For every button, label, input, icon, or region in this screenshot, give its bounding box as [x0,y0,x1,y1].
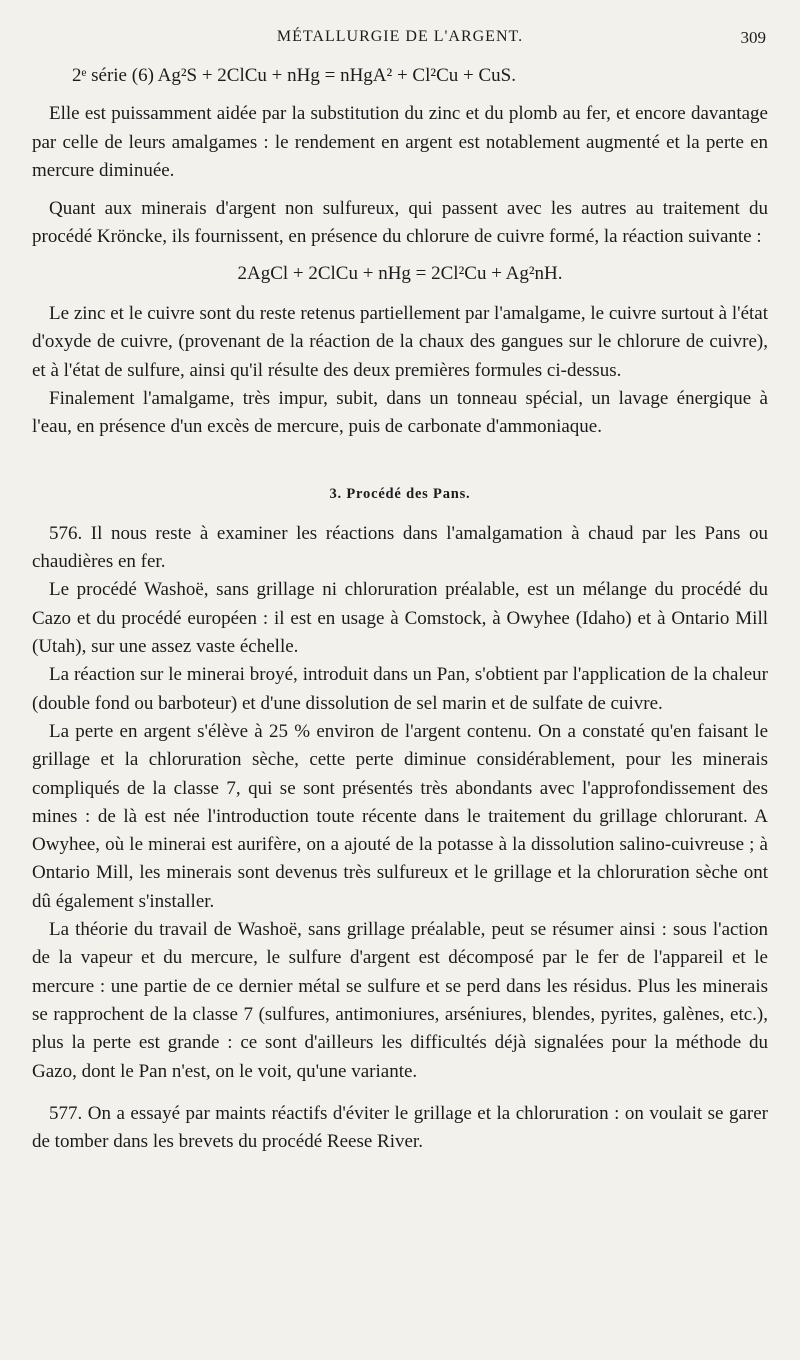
paragraph-washoe-process: Le procédé Washoë, sans grillage ni chloruration préalable, est un mélange du procédé du Cazo et du procédé européen : il est en usage à Comstock, à Owyhee (Idaho) et à Ontario Mill (Utah), sur une assez vaste échelle. [32,579,768,658]
running-head [0,28,800,52]
page-body [32,62,768,1156]
paragraph-silver-loss: La perte en argent s'élève à 25 % environ de l'argent contenu. On a constaté qu'en faisant le grillage et la chloruration sèche, cette perte diminue considérablement, pour les minerais compliqués de la classe 7, qui se sont présentés très abondants avec l'approfondissement des mines : de là est née l'introduction toute récente dans le traitement du grillage chlorurant. A Owyhee, où le minerai est aurifère, on a ajouté de la potasse à la dissolution salino-cuivreuse ; à Ontario Mill, les minerais sont devenus très sulfureux et le grillage et la chloruration sèche ont dû également s'installer. [32,720,768,912]
section-heading: 3. Procédé des Pans. [329,485,471,502]
paragraph-reaction-pan: La réaction sur le minerai broyé, introduit dans un Pan, s'obtient par l'application de la chaleur (double fond ou barboteur) et d'une dissolution de sel marin et de sulfate de cuivre. [32,664,768,714]
paragraph-577: 577. On a essayé par maints réactifs d'éviter le grillage et la chloruration : on voulait se garer de tomber dans les brevets du procédé Reese River. [32,1102,768,1153]
running-title: MÉTALLURGIE DE L'ARGENT. [276,28,524,45]
formula-silver-chloride: 2AgCl + 2ClCu + nHg = 2Cl²Cu + Ag²nH. [237,262,563,284]
paragraph-washoe-theory: La théorie du travail de Washoë, sans grillage préalable, peut se résumer ainsi : sous l'action de la vapeur et du mercure, le sulfure d'argent est décomposé par le fer de l'appareil et le mercure : une partie de ce dernier métal se sulfure et se perd dans les résidus. Plus les minerais se rapprochent de la classe 7 (sulfures, antimoniures, arséniures, blendes, pyrites, galènes, etc.), plus la perte est grande : ce sont d'ailleurs les difficultés déjà signalées pour la méthode du Gazo, dont le Pan n'est, on le voit, qu'une variante. [32,919,768,1082]
formula-silver-sulfide: 2ᵉ série (6) Ag²S + 2ClCu + nHg = nHgA² + Cl²Cu + CuS. [72,65,516,86]
paragraph-non-sulfurous: Quant aux minerais d'argent non sulfureux, qui passent avec les autres au traitement du procédé Kröncke, ils fournissent, en présence du chlorure de cuivre formé, la réaction suivante : [32,198,768,248]
page-number: 309 [740,28,766,47]
paragraph-zinc-copper: Le zinc et le cuivre sont du reste retenus partiellement par l'amalgame, le cuivre surtout à l'état d'oxyde de cuivre, (provenant de la réaction de la chaux des gangues sur le chlorure de cuivre), et à l'état de sulfure, ainsi qu'il résulte des deux premières formules ci-dessus. [32,303,768,381]
paragraph-substitution: Elle est puissamment aidée par la substitution du zinc et du plomb au fer, et encore davantage par celle de leurs amalgames : le rendement en argent est notablement augmenté et la perte en mercure diminuée. [32,103,768,181]
paragraph-576: 576. Il nous reste à examiner les réactions dans l'amalgamation à chaud par les Pans ou chaudières en fer. [32,522,768,573]
paragraph-final-amalgam: Finalement l'amalgame, très impur, subit, dans un tonneau spécial, un lavage énergique à l'eau, en présence d'un excès de mercure, puis de carbonate d'ammoniaque. [32,387,768,438]
